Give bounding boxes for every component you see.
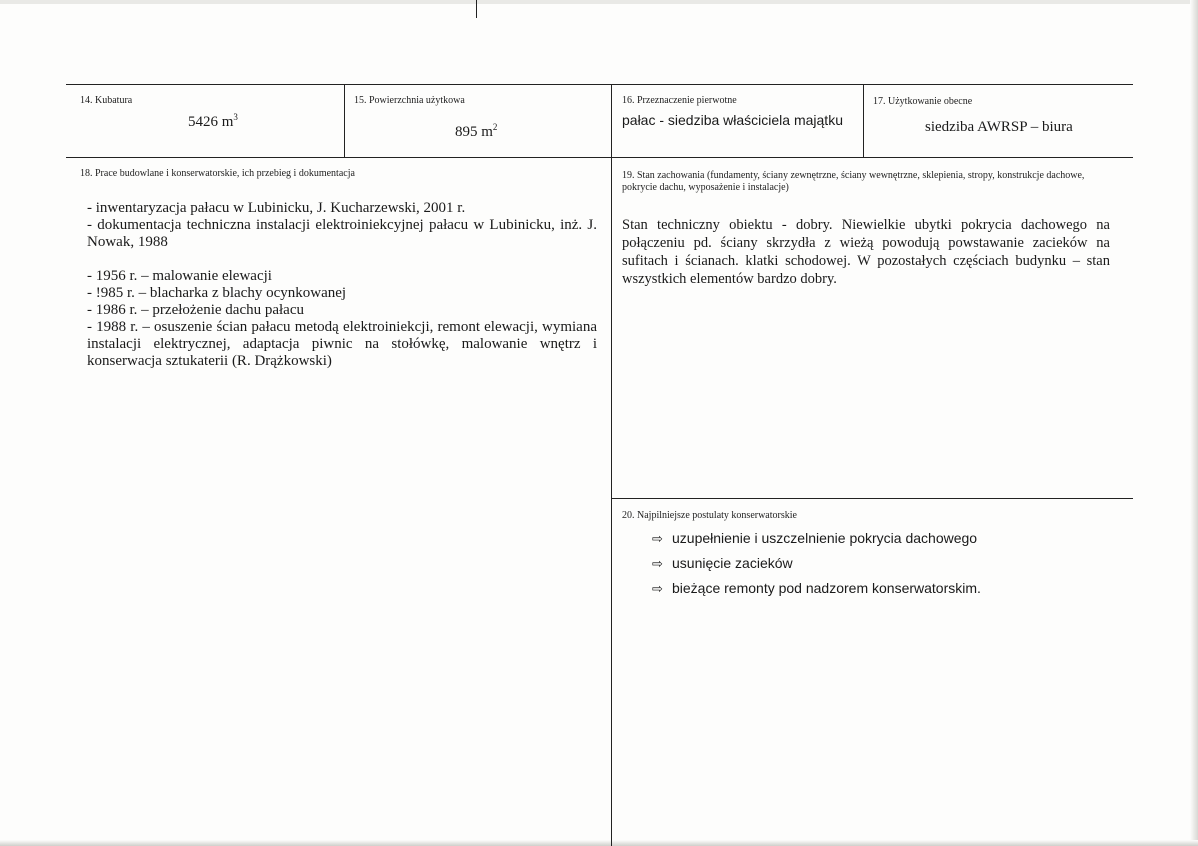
crop-mark — [476, 0, 477, 18]
field-14-label: 14. Kubatura — [80, 95, 133, 106]
postulate-text: uzupełnienie i uszczelnienie pokrycia dachowego — [672, 530, 978, 546]
work-entry: - 1956 r. – malowanie elewacji — [87, 268, 272, 284]
grid-header-bottom-line — [66, 157, 1133, 158]
postulate-text: bieżące remonty pod nadzorem konserwatorskim. — [672, 580, 981, 596]
field-18-works — [87, 200, 597, 370]
postulates-list — [652, 528, 981, 603]
field-17-label: 17. Użytkowanie obecne — [873, 96, 973, 107]
spacer — [87, 251, 597, 268]
grid-divider-16-17 — [863, 84, 864, 157]
postulate-item — [652, 553, 981, 578]
field-20-label: 20. Najpilniejsze postulaty konserwatorskie — [622, 510, 797, 521]
field-15-label: 15. Powierzchnia użytkowa — [354, 95, 465, 106]
arrow-right-icon: ⇨ — [652, 556, 663, 571]
grid-divider-14-15 — [344, 84, 345, 157]
field-16-label: 16. Przeznaczenie pierwotne — [622, 95, 737, 106]
page-top-edge — [0, 0, 1198, 4]
field-18-label: 18. Prace budowlane i konserwatorskie, ich przebieg i dokumentacja — [80, 168, 355, 179]
arrow-right-icon: ⇨ — [652, 531, 663, 546]
grid-divider-main — [611, 84, 612, 846]
postulate-item — [652, 578, 981, 603]
work-entry: - 1986 r. – przełożenie dachu pałacu — [87, 302, 304, 318]
work-entry: - 1988 r. – osuszenie ścian pałacu metodą elektroiniekcji, remont elewacji, wymiana instalacji elektrycznej, adaptacja piwnic na stołówkę, malowanie wnętrz i konserwacja sztukaterii (R. Drążkowski) — [87, 319, 597, 369]
work-entry: - !985 r. – blacharka z blachy ocynkowanej — [87, 285, 347, 301]
page-right-edge — [1190, 0, 1198, 846]
area-unit-exponent: 2 — [492, 122, 498, 132]
field-14-value — [188, 112, 238, 131]
grid-section-20-line — [611, 498, 1133, 499]
kubatura-unit-exponent: 3 — [233, 112, 238, 122]
field-19-text: Stan techniczny obiektu - dobry. Niewielkie ubytki pokrycia dachowego na połączeniu pd. ściany skrzydła z wieżą powodują powstawanie zacieków na sufitach i ścianach. klatki schodowej. W pozostałych częściach budynku – stan wszystkich elementów bardzo dobry. — [622, 217, 1110, 287]
grid-top-line — [66, 84, 1133, 85]
postulate-text: usunięcie zacieków — [672, 555, 793, 571]
kubatura-number: 5426 m — [188, 114, 234, 130]
field-19-label: 19. Stan zachowania (fundamenty, ściany zewnętrzne, ściany wewnętrzne, sklepienia, stropy, konstrukcje dachowe, pokrycie dachu, wyposażenie i instalacje) — [622, 170, 1085, 193]
postulate-item — [652, 528, 981, 553]
field-17-value: siedziba AWRSP – biura — [925, 119, 1073, 135]
arrow-right-icon: ⇨ — [652, 581, 663, 596]
page-bottom-edge — [0, 840, 1198, 846]
area-number: 895 m — [455, 124, 493, 140]
field-15-value — [455, 122, 497, 141]
doc-entry: - dokumentacja techniczna instalacji elektroiniekcyjnej pałacu w Lubinicku, inż. J. Nowak, 1988 — [87, 217, 597, 250]
field-16-value: pałac - siedziba właściciela majątku — [622, 112, 843, 128]
doc-entry: - inwentaryzacja pałacu w Lubinicku, J. Kucharzewski, 2001 r. — [87, 200, 466, 216]
